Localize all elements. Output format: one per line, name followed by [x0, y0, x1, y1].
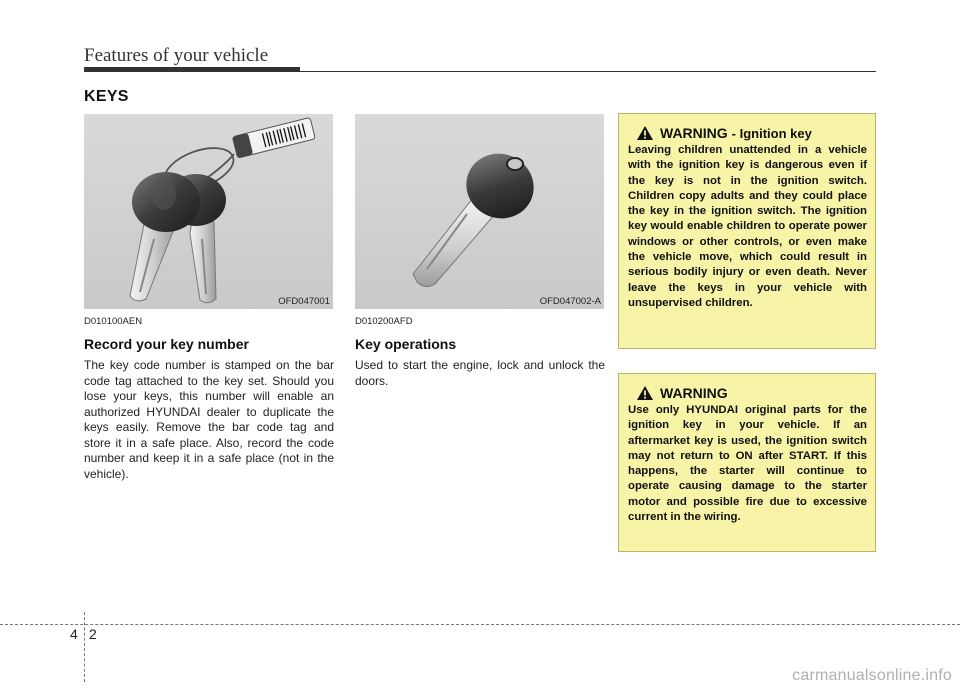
body-text: The key code number is stamped on the bar code tag attached to the key set. Should you lose your keys, this number will enable an authorized HYUNDAI dealer to duplicate the keys easily. Remove the bar code tag and store it in a safe place. Also, record the code number and keep it in a safe place (not in the vehicle). — [84, 358, 334, 481]
sub-heading: Key operations — [355, 336, 457, 352]
page-header-title: Features of your vehicle — [84, 45, 269, 66]
section-title: KEYS — [84, 88, 129, 105]
warning-header — [628, 385, 867, 401]
warning-box-ignition-key — [618, 113, 876, 349]
warning-label: WARNING — [660, 125, 728, 141]
page-number: 2 — [89, 626, 97, 642]
footer-divider — [0, 624, 960, 625]
warning-triangle-icon — [636, 125, 654, 141]
chapter-number: 4 — [70, 626, 78, 642]
sub-heading: Record your key number — [84, 336, 249, 352]
doc-code: D010200AFD — [355, 316, 413, 327]
warning-subtitle: - Ignition key — [731, 125, 812, 141]
key-number-section — [84, 316, 334, 482]
figure-code: OFD047001 — [278, 296, 330, 307]
warning-box-original-parts — [618, 373, 876, 552]
single-key-drawing — [355, 114, 604, 309]
header-rule-thin — [84, 71, 876, 72]
body-text: Used to start the engine, lock and unlock the doors. — [355, 358, 605, 388]
doc-code: D010100AEN — [84, 316, 143, 327]
warning-header — [628, 125, 867, 141]
warning-triangle-icon — [636, 385, 654, 401]
single-key-illustration — [355, 114, 604, 309]
warning-text: Use only HYUNDAI original parts for the ignition key in your vehicle. If an aftermarket key is used, the ignition switch may not return to ON after START. If this happens, the starter will continue to operate causing damage to the starter motor and possible fire due to excessive current in the wiring. — [628, 404, 867, 524]
key-set-illustration — [84, 114, 333, 309]
watermark: carmanualsonline.info — [792, 667, 952, 684]
key-operations-section — [355, 316, 605, 389]
footer-vertical-divider — [84, 612, 85, 682]
key-set-drawing — [84, 114, 333, 309]
figure-code: OFD047002-A — [539, 296, 601, 307]
warning-label: WARNING — [660, 385, 728, 401]
warning-text: Leaving children unattended in a vehicle with the ignition key is dangerous even if the key is not in the ignition switch. Children copy adults and they could place the key in the ignition switch. The ignition key would enable children to operate power windows or other controls, or even make the vehicle move, which could result in serious bodily injury or even death. Never leave the keys in your vehicle with unsupervised children. — [628, 144, 867, 309]
